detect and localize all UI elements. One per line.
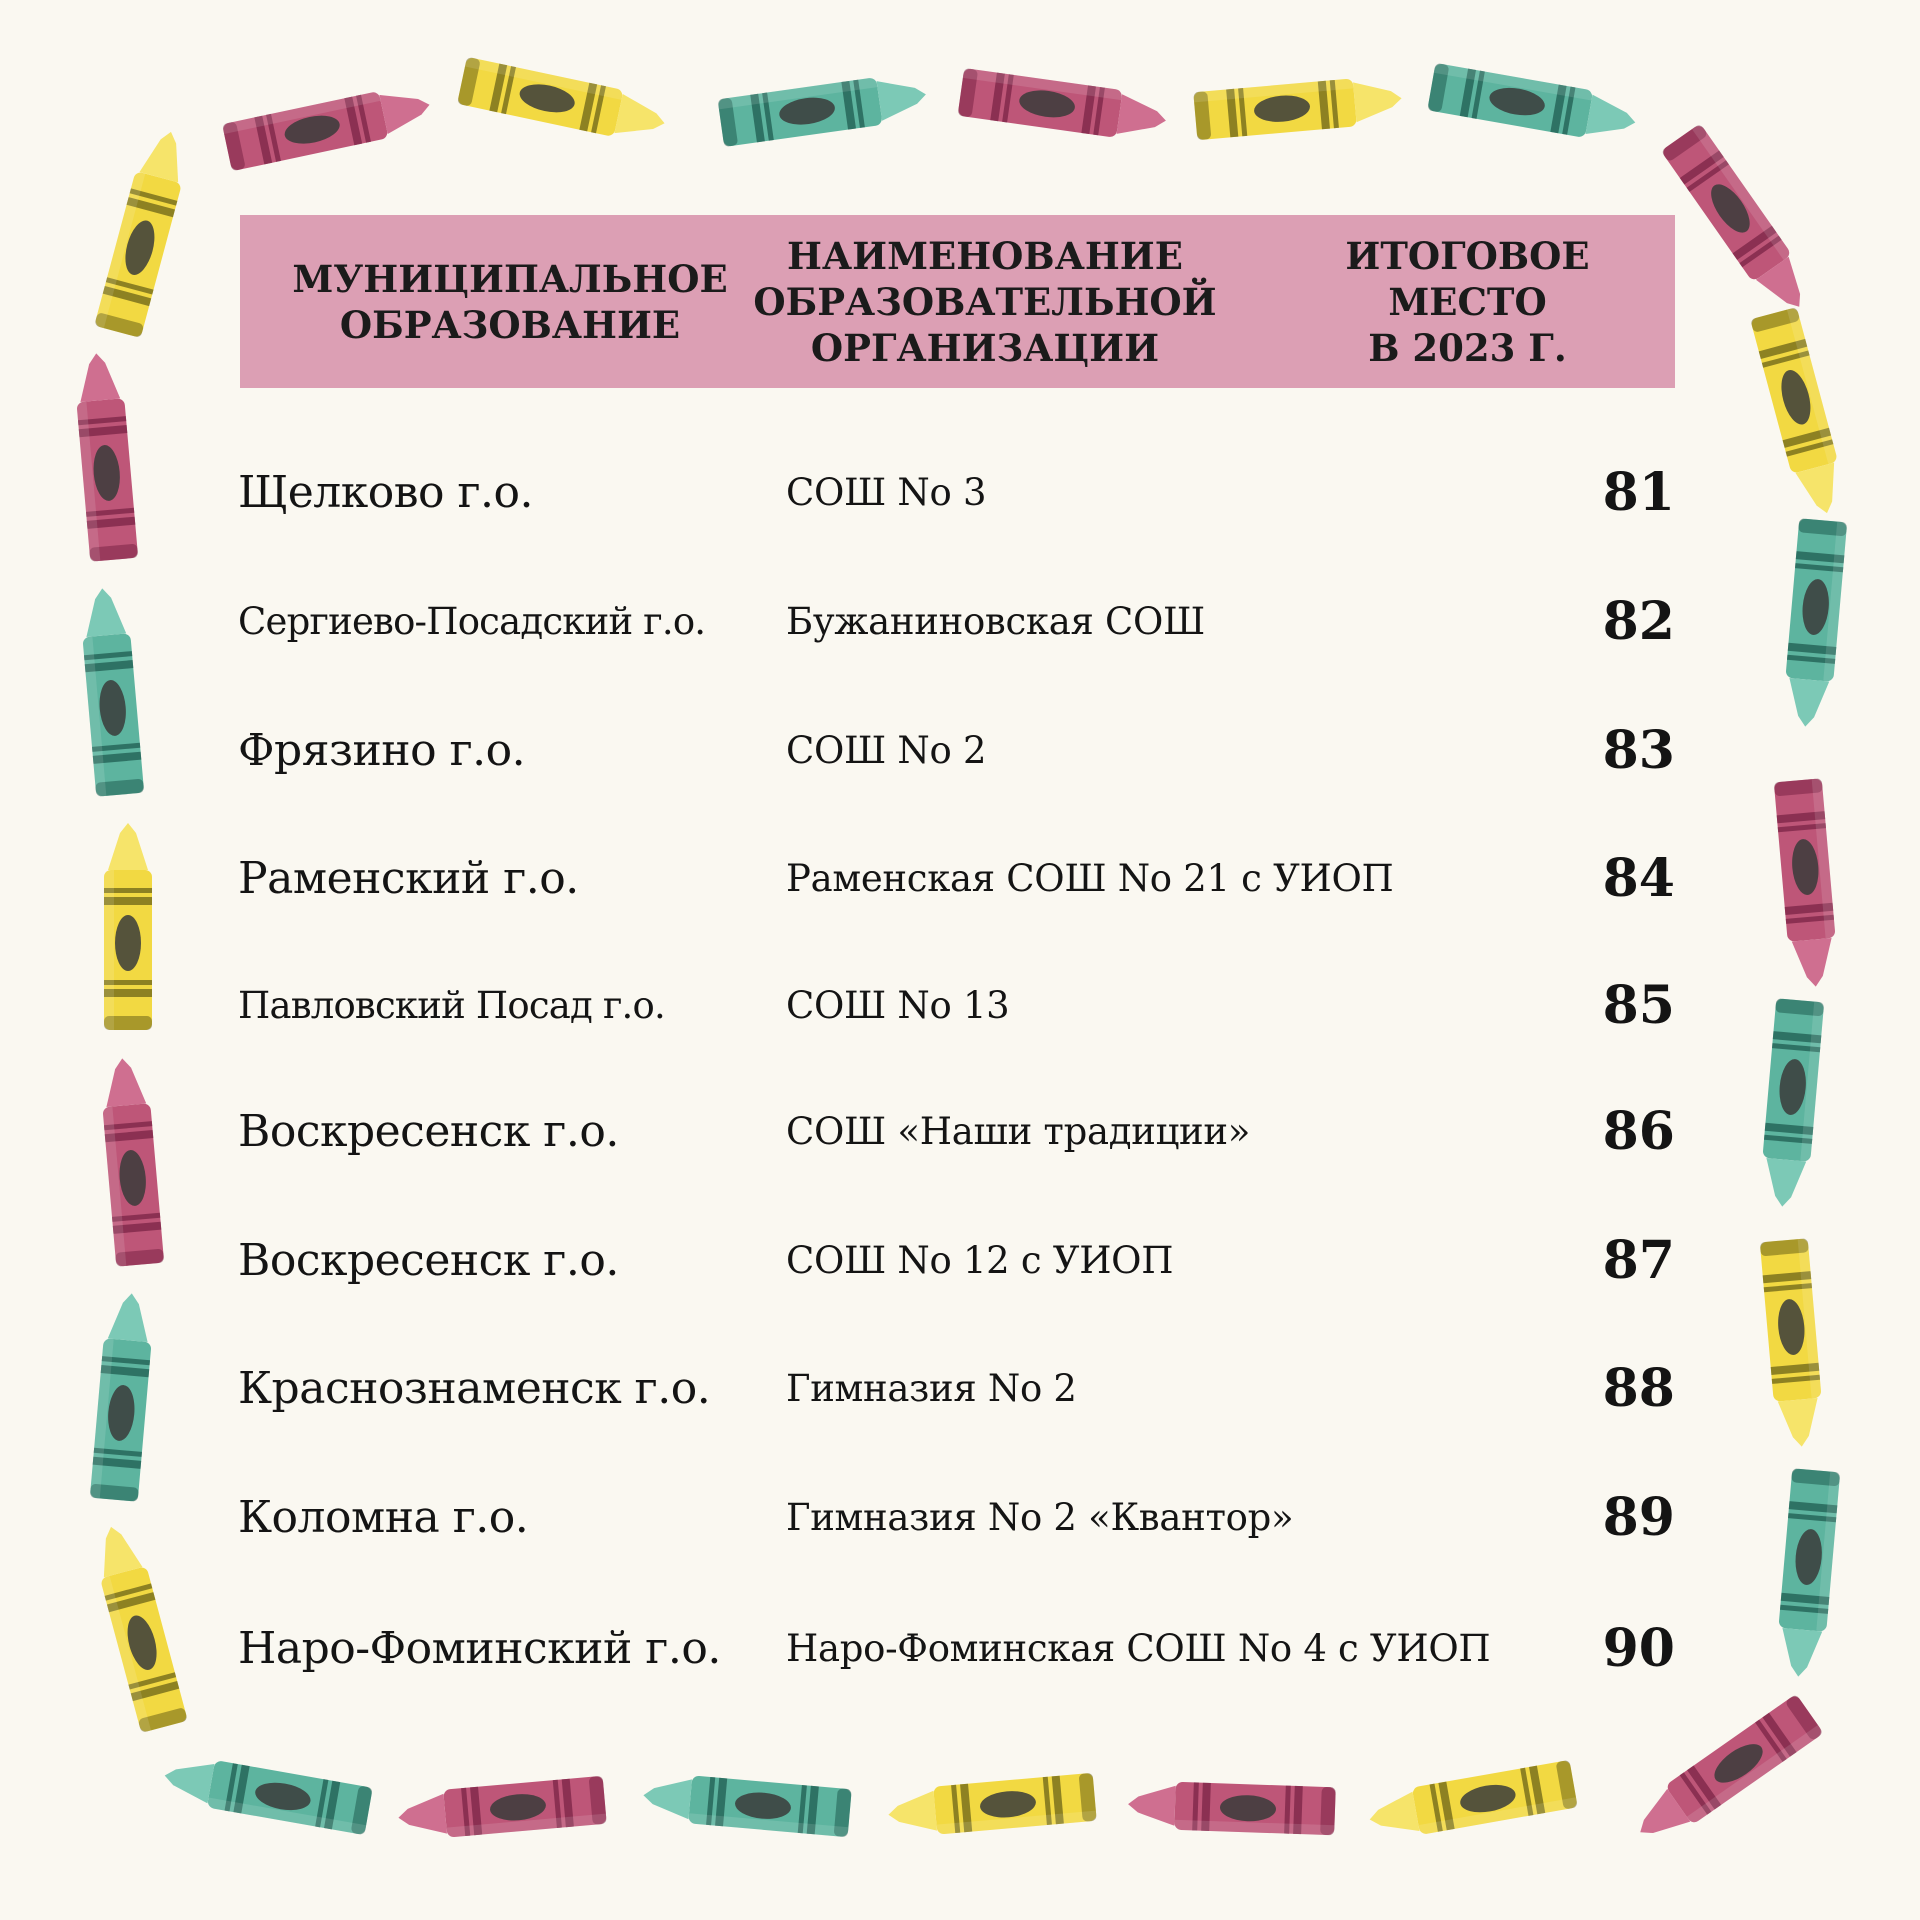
table-row bbox=[0, 1328, 1920, 1448]
organization-cell: СОШ No 13 bbox=[786, 983, 1010, 1027]
table-row bbox=[0, 1588, 1920, 1708]
organization-cell: Гимназия No 2 bbox=[786, 1366, 1077, 1410]
table-row bbox=[0, 561, 1920, 681]
organization-cell: СОШ No 12 с УИОП bbox=[786, 1238, 1174, 1282]
municipality-cell: Воскресенск г.о. bbox=[238, 1234, 619, 1286]
municipality-cell: Краснознаменск г.о. bbox=[238, 1362, 711, 1414]
municipality-cell: Коломна г.о. bbox=[238, 1491, 529, 1543]
crayon-icon bbox=[1193, 74, 1403, 140]
crayon-icon bbox=[222, 81, 434, 171]
municipality-cell: Павловский Посад г.о. bbox=[238, 983, 665, 1027]
crayon-icon bbox=[718, 71, 930, 147]
table-row bbox=[0, 1200, 1920, 1320]
municipality-cell: Сергиево-Посадский г.о. bbox=[238, 599, 706, 643]
place-cell: 88 bbox=[1602, 1357, 1675, 1419]
place-cell: 83 bbox=[1602, 719, 1675, 781]
crayon-icon bbox=[1127, 1780, 1336, 1835]
header-municipality: МУНИЦИПАЛЬНОЕ ОБРАЗОВАНИЕ bbox=[292, 256, 728, 347]
place-cell: 90 bbox=[1602, 1617, 1675, 1679]
crayon-icon bbox=[161, 1752, 373, 1835]
municipality-cell: Раменский г.о. bbox=[238, 852, 579, 904]
organization-cell: СОШ «Наши традиции» bbox=[786, 1109, 1251, 1153]
table-row bbox=[0, 432, 1920, 552]
crayon-icon bbox=[94, 126, 194, 338]
crayon-icon bbox=[958, 68, 1170, 144]
crayon-icon bbox=[1626, 1694, 1823, 1852]
place-cell: 86 bbox=[1602, 1100, 1675, 1162]
organization-cell: Бужаниновская СОШ bbox=[786, 599, 1205, 643]
place-cell: 85 bbox=[1602, 974, 1675, 1036]
table-row bbox=[0, 945, 1920, 1065]
organization-cell: Раменская СОШ No 21 с УИОП bbox=[786, 856, 1394, 900]
crayon-icon bbox=[886, 1773, 1096, 1839]
municipality-cell: Наро-Фоминский г.о. bbox=[238, 1622, 721, 1674]
table-row bbox=[0, 818, 1920, 938]
crayon-icon bbox=[396, 1776, 606, 1842]
place-cell: 82 bbox=[1602, 590, 1675, 652]
municipality-cell: Щелково г.о. bbox=[238, 466, 533, 518]
table-row bbox=[0, 690, 1920, 810]
crayon-icon bbox=[1427, 63, 1639, 146]
organization-cell: СОШ No 3 bbox=[786, 470, 987, 514]
table-row bbox=[0, 1457, 1920, 1577]
municipality-cell: Воскресенск г.о. bbox=[238, 1105, 619, 1157]
organization-cell: СОШ No 2 bbox=[786, 728, 987, 772]
header-organization: НАИМЕНОВАНИЕ ОБРАЗОВАТЕЛЬНОЙ ОРГАНИЗАЦИИ bbox=[753, 233, 1217, 370]
organization-cell: Наро-Фоминская СОШ No 4 с УИОП bbox=[786, 1626, 1491, 1670]
place-cell: 87 bbox=[1602, 1229, 1675, 1291]
crayon-icon bbox=[641, 1771, 851, 1837]
place-cell: 89 bbox=[1602, 1486, 1675, 1548]
place-cell: 84 bbox=[1602, 847, 1675, 909]
table-row bbox=[0, 1071, 1920, 1191]
place-cell: 81 bbox=[1602, 461, 1675, 523]
crayon-icon bbox=[1661, 123, 1819, 320]
crayon-icon bbox=[1366, 1760, 1578, 1843]
organization-cell: Гимназия No 2 «Квантор» bbox=[786, 1495, 1294, 1539]
municipality-cell: Фрязино г.о. bbox=[238, 724, 526, 776]
header-final-place: ИТОГОВОЕ МЕСТО В 2023 Г. bbox=[1345, 233, 1590, 370]
crayon-icon bbox=[457, 57, 669, 147]
table-header bbox=[240, 215, 1675, 388]
